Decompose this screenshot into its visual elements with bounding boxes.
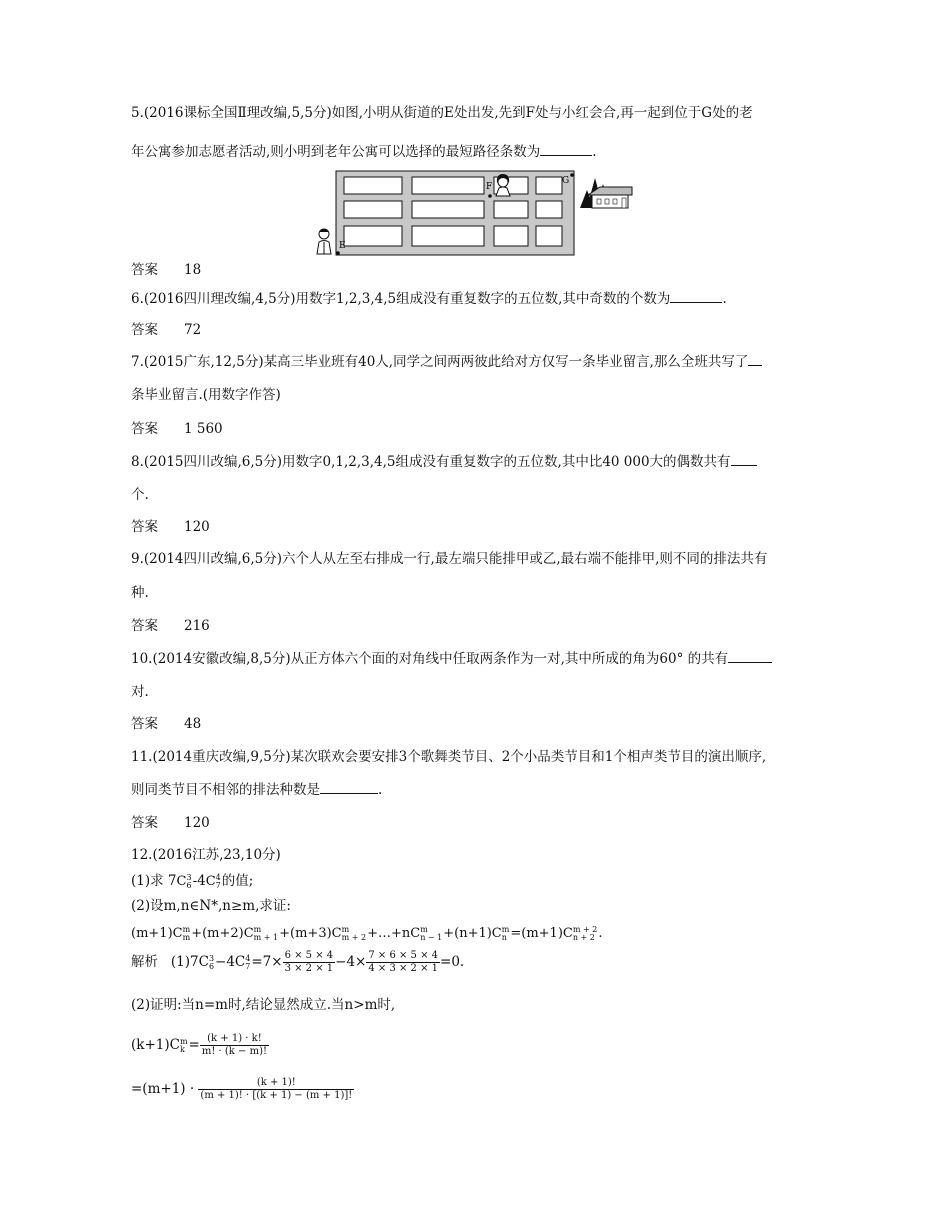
house-icon bbox=[588, 187, 632, 208]
answer-value: 216 bbox=[184, 618, 210, 634]
q12-proof-line: (2)证明:当n=m时,结论显然成立.当n>m时, bbox=[131, 997, 396, 1013]
fraction-1-num: 6 × 5 × 4 bbox=[284, 950, 334, 961]
answer-value: 48 bbox=[184, 716, 202, 732]
q11-line2 bbox=[131, 781, 382, 799]
q6-answer-blank bbox=[670, 290, 722, 303]
q7-answer bbox=[131, 420, 223, 438]
fraction-2 bbox=[366, 950, 440, 975]
q10-line2: 对. bbox=[131, 684, 149, 700]
q12-part1-b: -4 bbox=[192, 873, 206, 889]
q12-identity: (m+1)C m m +(m+2)C m m + 1 +(m+3)C m m + 2 +…+nC m n − 1 +(n+1)C m n =(m+1)C m + 2 n + 2 . bbox=[131, 924, 603, 942]
q6-line1 bbox=[131, 290, 727, 308]
q12-part1-c: 的值; bbox=[221, 873, 254, 889]
q5-line2 bbox=[131, 143, 597, 161]
q5-answer-blank bbox=[540, 143, 592, 156]
combination-c7-4: C 4 7 bbox=[205, 872, 221, 890]
fraction-2-num: 7 × 6 × 5 × 4 bbox=[368, 950, 439, 961]
q9-line2: 种. bbox=[131, 585, 149, 601]
q12-part1 bbox=[131, 872, 253, 891]
fraction-k bbox=[200, 1033, 269, 1058]
q11-line2-text: 则同类节目不相邻的排法种数是 bbox=[131, 782, 320, 798]
q11-answer-blank bbox=[320, 781, 378, 794]
q10-answer bbox=[131, 715, 201, 733]
q9-answer bbox=[131, 617, 210, 635]
fraction-1-den: 3 × 2 × 1 bbox=[284, 963, 334, 974]
q6-line1-text: 6.(2016四川理改编,4,5分)用数字1,2,3,4,5组成没有重复数字的五位数,其中奇数的个数为 bbox=[131, 291, 671, 307]
q8-line1 bbox=[131, 453, 757, 471]
fraction-1 bbox=[283, 950, 336, 975]
q8-answer bbox=[131, 518, 210, 536]
label-g: G bbox=[562, 176, 570, 186]
q7-answer-blank bbox=[748, 353, 762, 366]
q11-line2-end: . bbox=[378, 782, 383, 798]
q7-line1-text: 7.(2015广东,12,5分)某高三毕业班有40人,同学之间两两彼此给对方仅写一条毕业留言,那么全班共写了 bbox=[131, 354, 749, 370]
q12-m-formula: =(m+1) · $\frac{(k + 1)!}{(m + 1)! \cdot [(k + 1) - (m + 1)]!}$ bbox=[131, 1077, 353, 1101]
fraction-m bbox=[198, 1077, 354, 1102]
answer-label: 答案 bbox=[131, 262, 158, 278]
q12-part2: (2)设m,n∈N*,n≥m,求证: bbox=[131, 898, 291, 914]
q8-line1-text: 8.(2015四川改编,6,5分)用数字0,1,2,3,4,5组成没有重复数字的五位数,其中比40 000大的偶数共有 bbox=[131, 454, 731, 470]
answer-value: 120 bbox=[184, 519, 210, 535]
q6-answer bbox=[131, 321, 201, 339]
label-f: F bbox=[486, 182, 493, 192]
q5-line2-text: 年公寓参加志愿者活动,则小明到老年公寓可以选择的最短路径条数为 bbox=[131, 144, 541, 160]
q12-title: 12.(2016江苏,23,10分) bbox=[131, 847, 281, 863]
boy-icon bbox=[317, 229, 331, 254]
q6-line1-end: . bbox=[722, 291, 727, 307]
answer-value: 120 bbox=[184, 815, 210, 831]
label-e: E bbox=[339, 241, 346, 251]
answer-value: 72 bbox=[184, 322, 202, 338]
q7-line1 bbox=[131, 353, 762, 371]
q8-answer-blank bbox=[731, 453, 757, 466]
q12-part1-a: (1)求 7 bbox=[131, 873, 177, 889]
fraction-m-den: (m + 1)! · [(k + 1) − (m + 1)]! bbox=[200, 1090, 353, 1101]
solution-part1: (1)7 bbox=[170, 954, 199, 970]
fraction-k-num: (k + 1) · k! bbox=[200, 1033, 269, 1046]
answer-label: 答案 bbox=[131, 322, 158, 338]
solution-label: 解析 bbox=[131, 954, 158, 970]
q9-line1: 9.(2014四川改编,6,5分)六个人从左至右排成一行,最左端只能排甲或乙,最右端不能排甲,则不同的排法共有 bbox=[131, 551, 768, 567]
q5-line1: 5.(2016课标全国Ⅱ理改编,5,5分)如图,小明从街道的E处出发,先到F处与小红会合,再一起到位于G处的老 bbox=[131, 105, 753, 121]
q5-line2-end: . bbox=[592, 144, 597, 160]
street-map-figure bbox=[300, 168, 640, 262]
q5-answer bbox=[131, 261, 201, 279]
answer-label: 答案 bbox=[131, 716, 158, 732]
fraction-2-den: 4 × 3 × 2 × 1 bbox=[368, 963, 439, 974]
q10-line1-text: 10.(2014安徽改编,8,5分)从正方体六个面的对角线中任取两条作为一对,其中所成的角为60° 的共有 bbox=[131, 651, 729, 667]
answer-label: 答案 bbox=[131, 618, 158, 634]
answer-label: 答案 bbox=[131, 421, 158, 437]
q12-k-formula: (k+1)C m k = $\frac{(k + 1) \cdot k!}{m! \cdot (k - m)!}$ bbox=[131, 1033, 267, 1057]
fraction-k-den: m! · (k − m)! bbox=[201, 1046, 267, 1057]
q10-line1 bbox=[131, 650, 772, 668]
answer-value: 18 bbox=[184, 262, 202, 278]
combination-c6-3: C 3 6 bbox=[176, 872, 192, 890]
q8-line2: 个. bbox=[131, 487, 149, 503]
answer-value: 1 560 bbox=[184, 421, 223, 437]
fraction-m-num: (k + 1)! bbox=[198, 1077, 354, 1090]
answer-label: 答案 bbox=[131, 519, 158, 535]
q11-answer bbox=[131, 814, 210, 832]
q12-solution: 解析 (1)7C 3 6 −4C 4 7 =7× $\frac{6 \times 5 \times 4}{3 \times 2 \times 1}$ −4× $\frac{7 \times 6 \times 5 \times 4}{4 \times 3 \times 2 \times 1}$ =0. bbox=[131, 950, 465, 974]
q10-answer-blank bbox=[728, 650, 772, 663]
q7-line2: 条毕业留言.(用数字作答) bbox=[131, 387, 281, 403]
q11-line1: 11.(2014重庆改编,9,5分)某次联欢会要安排3个歌舞类节目、2个小品类节目和1个相声类节目的演出顺序, bbox=[131, 749, 767, 765]
answer-label: 答案 bbox=[131, 815, 158, 831]
